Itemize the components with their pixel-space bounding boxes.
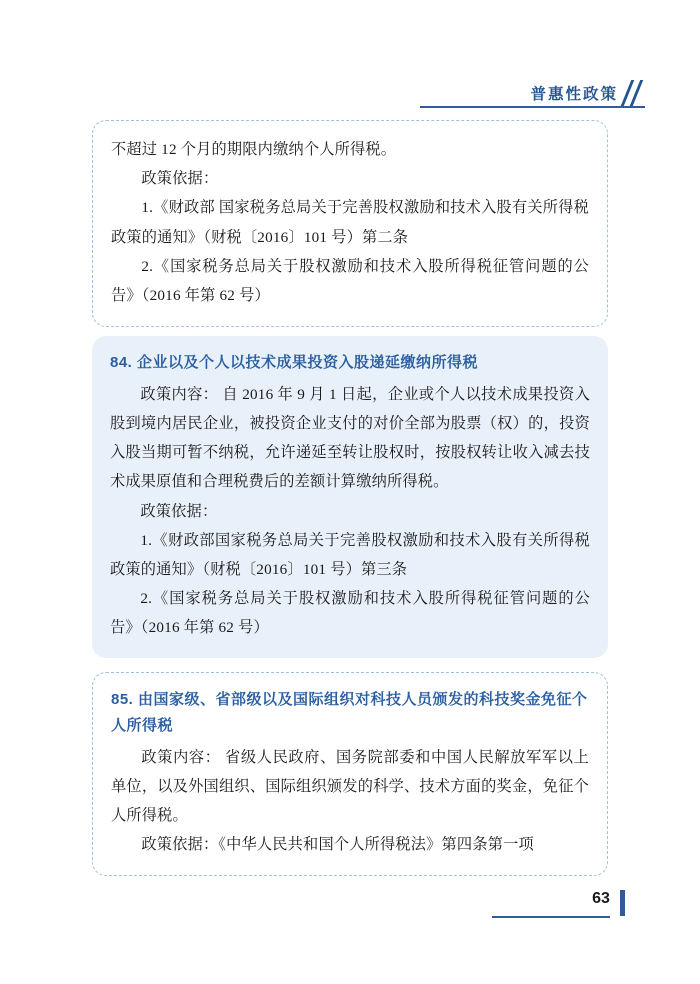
policy-basis-item: 1.《财政部 国家税务总局关于完善股权激励和技术入股有关所得税政策的通知》（财税〔2016〕101 号）第二条 [111, 199, 589, 246]
policy-paragraph: 不超过 12 个月的期限内缴纳个人所得税。 [111, 141, 397, 158]
policy-block-83 [92, 120, 608, 327]
policy-content: 政策内容： 省级人民政府、国务院部委和中国人民解放军军以上单位，以及外国组织、国际组织颁发的科学、技术方面的奖金，免征个人所得税。 [111, 748, 589, 824]
policy-title: 84. 企业以及个人以技术成果投资入股递延缴纳所得税 [110, 354, 479, 371]
policy-basis-item: 2.《国家税务总局关于股权激励和技术入股所得税征管问题的公告》（2016 年第 62 号） [110, 590, 590, 637]
page-header [0, 72, 700, 110]
footer-bar [620, 890, 625, 916]
policy-basis-item: 1.《财政部国家税务总局关于完善股权激励和技术入股有关所得税政策的通知》（财税〔2016〕101 号）第三条 [110, 531, 590, 578]
policy-content: 政策内容： 自 2016 年 9 月 1 日起，企业或个人以技术成果投资入股到境内居民企业，被投资企业支付的对价全部为股票（权）的，投资入股当期可暂不纳税，允许递延至转让股权时，按股权转让收入减去技术成果原值和合理税费后的差额计算缴纳所得税。 [110, 385, 590, 491]
header-rule [420, 106, 645, 108]
policy-title: 85. 由国家级、省部级以及国际组织对科技人员颁发的科技奖金免征个人所得税 [111, 691, 588, 734]
double-slash-icon [622, 80, 648, 106]
footer-rule [492, 916, 610, 918]
policy-basis-label: 政策依据： [140, 502, 218, 520]
policy-block-85 [92, 672, 608, 876]
page-number: 63 [592, 890, 610, 907]
policy-basis-label: 政策依据： [141, 170, 219, 188]
policy-basis-item: 2.《国家税务总局关于股权激励和技术入股所得税征管问题的公告》（2016 年第 62 号） [111, 257, 589, 304]
policy-basis-label: 政策依据：《中华人民共和国个人所得税法》第四条第一项 [141, 836, 534, 854]
page-footer [0, 888, 700, 928]
header-title: 普惠性政策 [530, 86, 618, 103]
policy-block-84 [92, 336, 608, 658]
